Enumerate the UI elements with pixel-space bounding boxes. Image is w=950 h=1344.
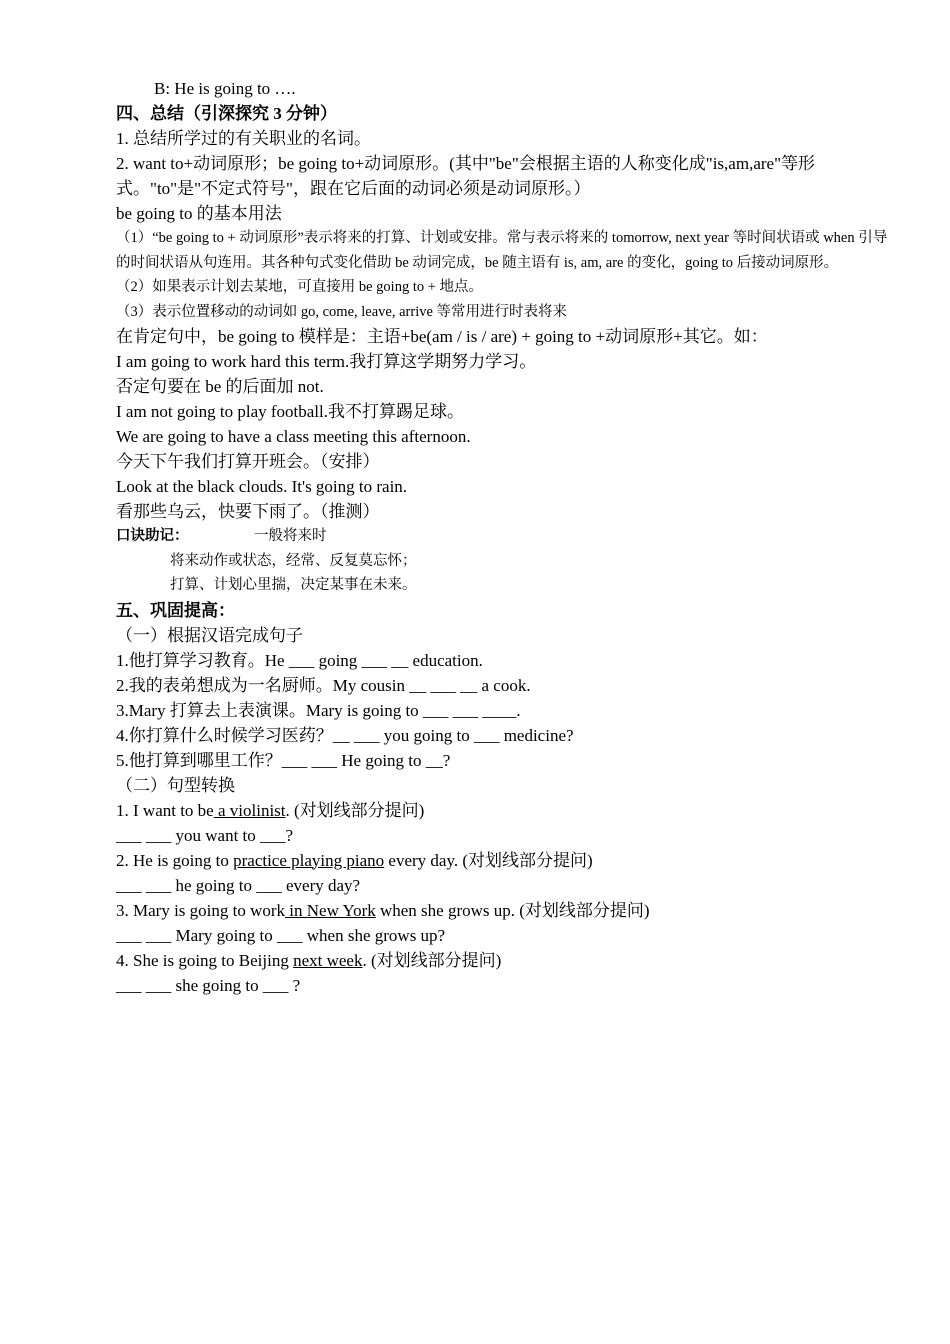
question-4: 4.你打算什么时候学习医药？__ ___ you going to ___ medicine?	[116, 725, 574, 745]
transform-3	[116, 898, 896, 923]
positive-pattern: 在肯定句中，be going to 模样是：主语+be(am / is / are) + going to +动词原形+其它。如：	[116, 327, 768, 346]
part-1-title: （一）根据汉语完成句子	[116, 625, 303, 645]
document-content	[116, 76, 896, 998]
transform-4-answer: ___ ___ she going to ___ ?	[116, 975, 301, 995]
usage-title: be going to 的基本用法	[116, 204, 282, 223]
question-5: 5.他打算到哪里工作？___ ___ He going to __?	[116, 750, 451, 770]
question-2: 2.我的表弟想成为一名厨师。My cousin __ ___ __ a cook.	[116, 675, 531, 695]
part-2-title: （二）句型转换	[116, 775, 235, 795]
transform-3-answer: ___ ___ Mary going to ___ when she grows up?	[116, 925, 446, 945]
transform-4	[116, 948, 896, 973]
transform-2-answer: ___ ___ he going to ___ every day?	[116, 875, 361, 895]
summary-item-2: 2. want to+动词原形；be going to+动词原形。(其中"be"会根据主语的人称变化成"is,am,are"等形式。"to"是"不定式符号"，跟在它后面的动词必须是动词原形。）	[116, 154, 816, 198]
mnemonic-line-2: 打算、计划心里揣，决定某事在未来。	[170, 577, 417, 593]
transform-1-answer: ___ ___ you want to ___?	[116, 825, 294, 845]
usage-rule-3: （3）表示位置移动的动词如 go, come, leave, arrive 等常用进行时表将来	[116, 303, 568, 320]
transform-4-underlined: next week	[293, 950, 363, 970]
transform-2-underlined: practice playing piano	[233, 850, 385, 870]
transform-3-underlined: in New York	[285, 900, 376, 920]
transform-4-text: 4. She is going to Beijing	[116, 950, 294, 970]
mnemonic-title: 一般将来时	[254, 528, 327, 544]
mnemonic-header	[116, 524, 896, 549]
summary-item-1: 1. 总结所学过的有关职业的名词。	[116, 129, 371, 148]
transform-1-text: 1. I want to be	[116, 800, 214, 820]
example-4-translation: 看那些乌云，快要下雨了。（推测）	[116, 502, 380, 521]
negative-rule: 否定句要在 be 的后面加 not.	[116, 377, 324, 396]
section-heading-summary: 四、总结（引深探究 3 分钟）	[116, 104, 337, 123]
usage-rule-1: （1）“be going to + 动词原形”表示将来的打算、计划或安排。常与表示将来的 tomorrow, next year 等时间状语或 when 引导的时间状语从句连用。其各种句式变化借助 be 动词完成，be 随主语有 is, am, are 的变化，going to 后接动词原形。	[116, 230, 888, 271]
usage-rule-2: （2）如果表示计划去某地，可直接用 be going to + 地点。	[116, 279, 484, 295]
example-3: We are going to have a class meeting this afternoon.	[116, 427, 471, 446]
example-2: I am not going to play football.我不打算踢足球。	[116, 402, 464, 421]
question-1: 1.他打算学习教育。He ___ going ___ __ education.	[116, 650, 483, 670]
transform-1	[116, 798, 896, 823]
example-3-translation: 今天下午我们打算开班会。（安排）	[116, 452, 380, 471]
transform-2-instruction: every day. (对划线部分提问)	[384, 850, 593, 870]
question-3: 3.Mary 打算去上表演课。Mary is going to ___ ___ ____.	[116, 700, 521, 720]
transform-3-text: 3. Mary is going to work	[116, 900, 286, 920]
example-4: Look at the black clouds. It's going to rain.	[116, 477, 408, 496]
example-1: I am going to work hard this term.我打算这学期努力学习。	[116, 352, 537, 371]
mnemonic-line-1: 将来动作或状态，经常、反复莫忘怀；	[170, 552, 417, 569]
section-heading-practice: 五、巩固提高：	[116, 600, 235, 620]
transform-3-instruction: when she grows up. (对划线部分提问)	[375, 900, 650, 920]
transform-1-instruction: . (对划线部分提问)	[285, 800, 425, 820]
dialog-line: B: He is going to ….	[154, 79, 296, 98]
transform-2	[116, 848, 896, 873]
transform-1-underlined: a violinist	[213, 800, 286, 820]
transform-2-text: 2. He is going to	[116, 850, 234, 870]
transform-4-instruction: . (对划线部分提问)	[362, 950, 502, 970]
mnemonic-label: 口诀助记：	[116, 528, 189, 544]
